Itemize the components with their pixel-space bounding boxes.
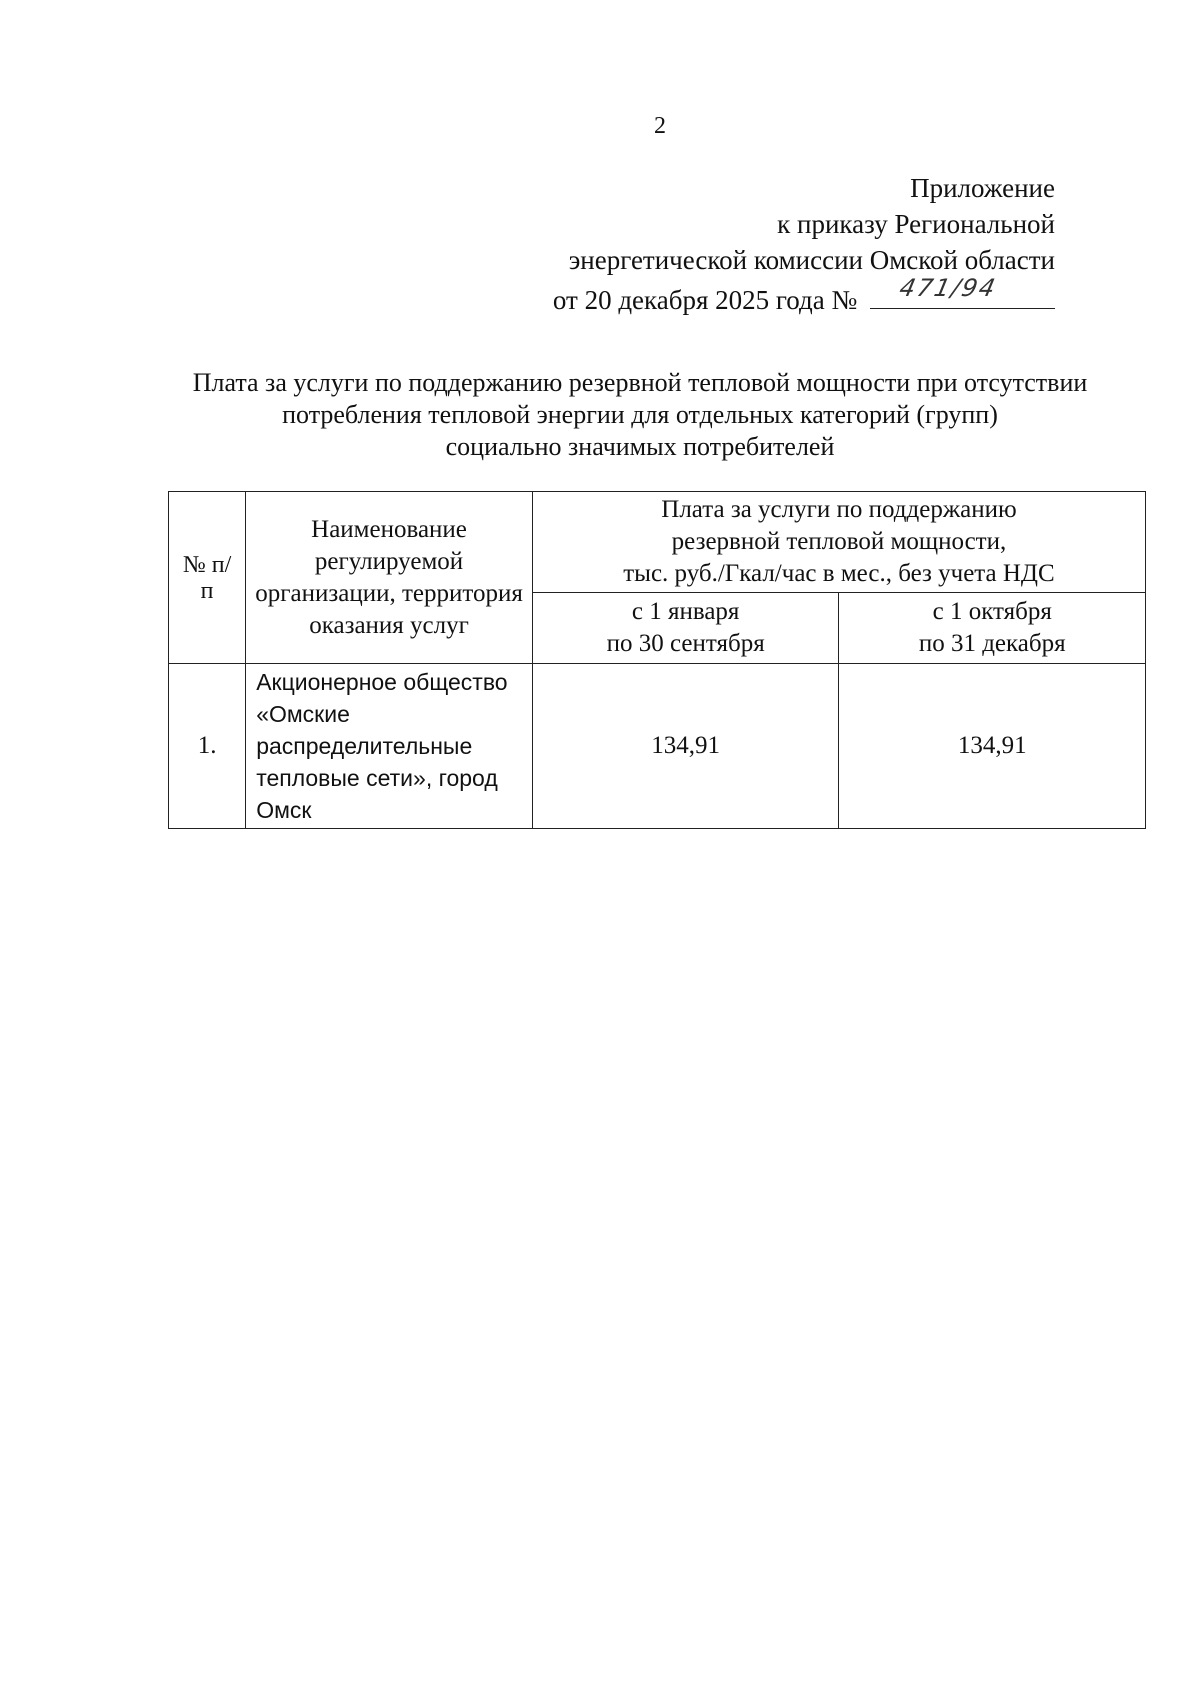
appendix-order-reference: к приказу Региональной — [777, 209, 1055, 239]
period-1-start: с 1 января — [631, 598, 740, 625]
header-fee-line-1: Плата за услуги по поддержанию — [661, 496, 1017, 523]
period-1-end: по 30 сентября — [606, 630, 765, 657]
order-number-field — [870, 274, 1055, 309]
title-line-2: потребления тепловой энергии для отдельных категорий (групп) — [282, 400, 998, 429]
appendix-block — [553, 170, 1055, 318]
period-2-end: по 31 декабря — [918, 630, 1066, 657]
appendix-label: Приложение — [910, 173, 1055, 203]
row-number: 1. — [169, 664, 246, 829]
row-organization: Акционерное общество «Омские распределительные тепловые сети», город Омск — [246, 664, 533, 829]
order-number-handwritten: 471/94 — [897, 274, 1000, 302]
document-title — [150, 367, 1130, 463]
header-organization: Наименование регулируемой организации, территория оказания услуг — [246, 492, 533, 664]
header-fee — [532, 492, 1145, 593]
appendix-commission: энергетической комиссии Омской области — [568, 245, 1055, 275]
title-line-1: Плата за услуги по поддержанию резервной тепловой мощности при отсутствии — [192, 368, 1088, 397]
tariff-table — [168, 491, 1146, 829]
header-period-1 — [532, 593, 839, 664]
table-header-row — [169, 492, 1146, 593]
row-period-2-value: 134,91 — [839, 664, 1146, 829]
title-line-3: социально значимых потребителей — [445, 432, 835, 461]
appendix-date-line — [552, 274, 1055, 318]
page-number: 2 — [654, 113, 666, 139]
row-period-1-value: 134,91 — [532, 664, 839, 829]
header-fee-line-2: резервной тепловой мощности, — [671, 528, 1007, 555]
table-row — [169, 664, 1146, 829]
appendix-date: от 20 декабря 2025 года № — [552, 285, 858, 315]
header-fee-line-3: тыс. руб./Гкал/час в мес., без учета НДС — [623, 560, 1055, 587]
period-2-start: с 1 октября — [932, 598, 1052, 625]
header-number: № п/п — [169, 492, 246, 664]
header-period-2 — [839, 593, 1146, 664]
